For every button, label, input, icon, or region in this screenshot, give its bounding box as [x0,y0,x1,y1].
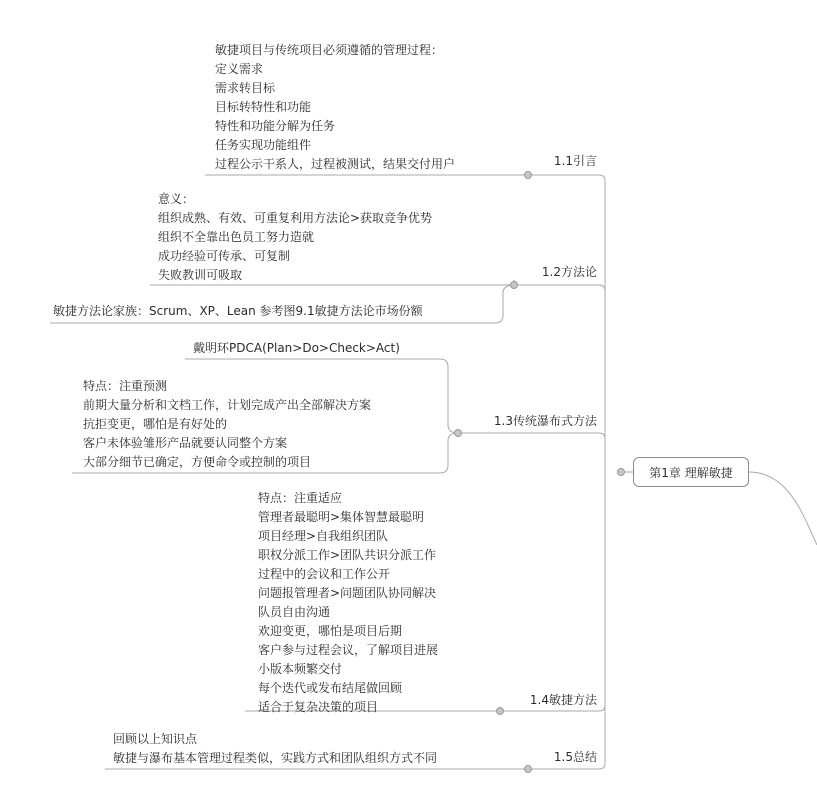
note-line: 特点：注重预测 [83,379,168,393]
note-line: 特点：注重适应 [258,491,343,505]
note-line: 管理者最聪明>集体智慧最聪明 [258,510,425,524]
note-line: 意义： [158,192,195,206]
note-line: 戴明环PDCA(Plan>Do>Check>Act) [193,341,400,355]
note-line: 定义需求 [215,62,264,76]
note-line: 成功经验可传承、可复制 [158,249,291,263]
note-methodology-meaning[interactable] [158,190,432,285]
note-intro[interactable] [215,41,455,174]
note-line: 大部分细节已确定，方便命令或控制的项目 [83,455,312,469]
note-line: 组织成熟、有效、可重复利用方法论>获取竞争优势 [158,211,433,225]
note-line: 队员自由沟通 [258,605,331,619]
note-line: 客户未体验雏形产品就要认同整个方案 [83,436,288,450]
note-line: 适合于复杂决策的项目 [258,700,379,714]
note-line: 每个迭代或发布结尾做回顾 [258,681,403,695]
note-line: 项目经理>自我组织团队 [258,529,389,543]
note-summary[interactable] [113,730,437,768]
note-line: 失败教训可吸取 [158,268,243,282]
root-node[interactable] [633,457,749,487]
note-line: 敏捷项目与传统项目必须遵循的管理过程： [215,43,444,57]
root-collapse-toggle[interactable] [617,468,625,476]
branch-summary[interactable]: 1.5总结 [553,750,597,764]
collapse-toggle[interactable] [454,429,462,437]
note-line: 小版本频繁交付 [258,662,343,676]
note-line: 需求转目标 [215,81,276,95]
branch-intro[interactable]: 1.1引言 [553,154,597,168]
note-line: 职权分派工作>团队共识分派工作 [258,548,437,562]
note-line: 欢迎变更，哪怕是项目后期 [258,624,403,638]
branch-agile[interactable]: 1.4敏捷方法 [529,693,597,707]
root-label: 第1章 理解敏捷 [649,465,733,480]
collapse-toggle[interactable] [510,281,518,289]
note-line: 抗拒变更，哪怕是有好处的 [83,417,228,431]
note-pdca[interactable] [193,339,400,358]
note-line: 目标转特性和功能 [215,100,312,114]
note-line: 问题报管理者>问题团队协同解决 [258,586,437,600]
note-line: 任务实现功能组件 [215,138,312,152]
note-waterfall-traits[interactable] [83,377,371,472]
note-methodology-family[interactable] [53,302,423,321]
collapse-toggle[interactable] [496,707,504,715]
note-line: 敏捷方法论家族：Scrum、XP、Lean 参考图9.1敏捷方法论市场份额 [53,304,423,318]
collapse-toggle[interactable] [524,765,532,773]
branch-methodology[interactable]: 1.2方法论 [541,265,597,279]
note-line: 前期大量分析和文档工作，计划完成产出全部解决方案 [83,398,372,412]
note-line: 组织不全靠出色员工努力造就 [158,230,315,244]
note-line: 客户参与过程会议，了解项目进展 [258,643,439,657]
collapse-toggle[interactable] [524,171,532,179]
branch-waterfall[interactable]: 1.3传统瀑布式方法 [493,414,597,428]
note-line: 特性和功能分解为任务 [215,119,336,133]
note-line: 回顾以上知识点 [113,732,198,746]
note-agile-traits[interactable] [258,489,438,717]
note-line: 过程中的会议和工作公开 [258,567,391,581]
note-line: 过程公示干系人，过程被测试，结果交付用户 [215,157,456,171]
note-line: 敏捷与瀑布基本管理过程类似，实践方式和团队组织方式不同 [113,751,438,765]
